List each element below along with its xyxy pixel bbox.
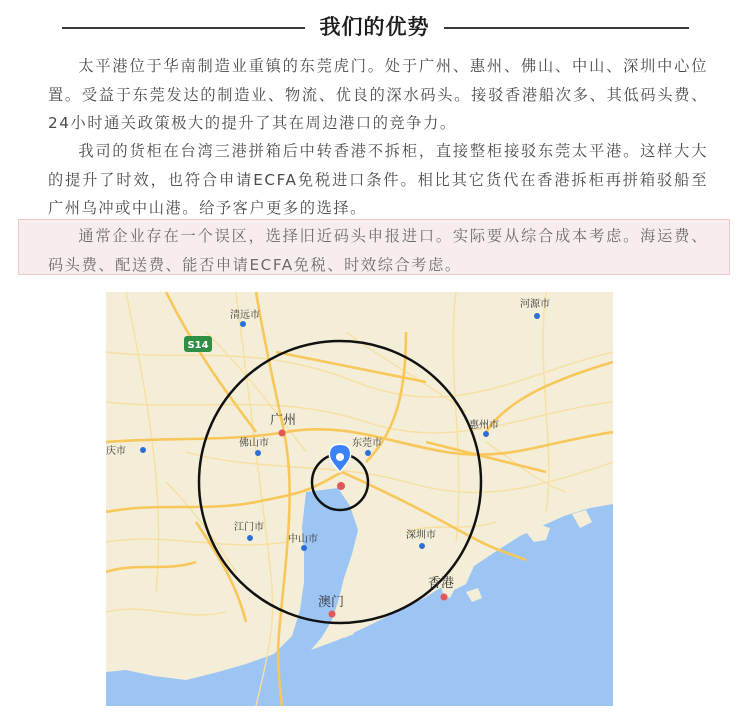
city-label-guangzhou: 广州 — [270, 413, 297, 428]
map-canvas[interactable] — [106, 292, 613, 706]
city-dot-icon — [483, 431, 489, 437]
paragraph-advice: 通常企业存在一个误区，选择旧近码头申报进口。实际要从综合成本考虑。海运费、码头费、配送费、能否申请ECFA免税、时效综合考虑。 — [48, 227, 708, 274]
city-label-qingyuan: 清远市 — [230, 310, 260, 321]
port-dot — [337, 482, 345, 490]
city-label-heyuan: 河源市 — [520, 299, 550, 310]
city-dot-icon — [279, 430, 286, 437]
city-dot-icon — [240, 321, 246, 327]
city-label-foshan: 佛山市 — [239, 438, 269, 449]
city-dot-icon — [301, 545, 307, 551]
city-label-macau: 澳门 — [318, 595, 345, 610]
city-dot-icon — [365, 450, 371, 456]
s14-shield — [184, 336, 212, 352]
title-divider-left — [62, 27, 305, 29]
city-dot-icon — [329, 611, 336, 618]
city-dot-icon — [255, 450, 261, 456]
region-map[interactable] — [106, 292, 613, 706]
city-dot-icon — [441, 594, 448, 601]
city-label-dongguan: 东莞市 — [352, 438, 382, 449]
title-divider-right — [444, 27, 689, 29]
city-label-shenzhen: 深圳市 — [406, 530, 436, 541]
city-dot-icon — [419, 543, 425, 549]
city-label-zhongshan: 中山市 — [288, 534, 318, 545]
city-label-huizhou: 惠州市 — [469, 420, 499, 431]
city-dot-icon — [140, 447, 146, 453]
paragraph-service: 我司的货柜在台湾三港拼箱后中转香港不拆柜，直接整柜接驳东莞太平港。这样大大的提升了时效，也符合申请ECFA免税进口条件。相比其它货代在香港拆柜再拼箱驳船至广州乌冲或中山港。给予客户更多的选择。 — [48, 142, 708, 217]
city-dot-icon — [247, 535, 253, 541]
page-title: 我们的优势 — [319, 14, 430, 39]
paragraph-location: 太平港位于华南制造业重镇的东莞虎门。处于广州、惠州、佛山、中山、深圳中心位置。受益于东莞发达的制造业、物流、优良的深水码头。接驳香港船次多、其低码头费、24小时通关政策极大的提升了其在周边港口的竞争力。 — [48, 57, 708, 132]
city-label-zhaoqing: 庆市 — [106, 446, 126, 457]
city-label-jiangmen: 江门市 — [234, 522, 264, 533]
svg-text:S14: S14 — [187, 340, 209, 351]
section-header — [0, 12, 750, 42]
city-label-hongkong: 香港 — [428, 576, 455, 591]
city-dot-icon — [534, 313, 540, 319]
